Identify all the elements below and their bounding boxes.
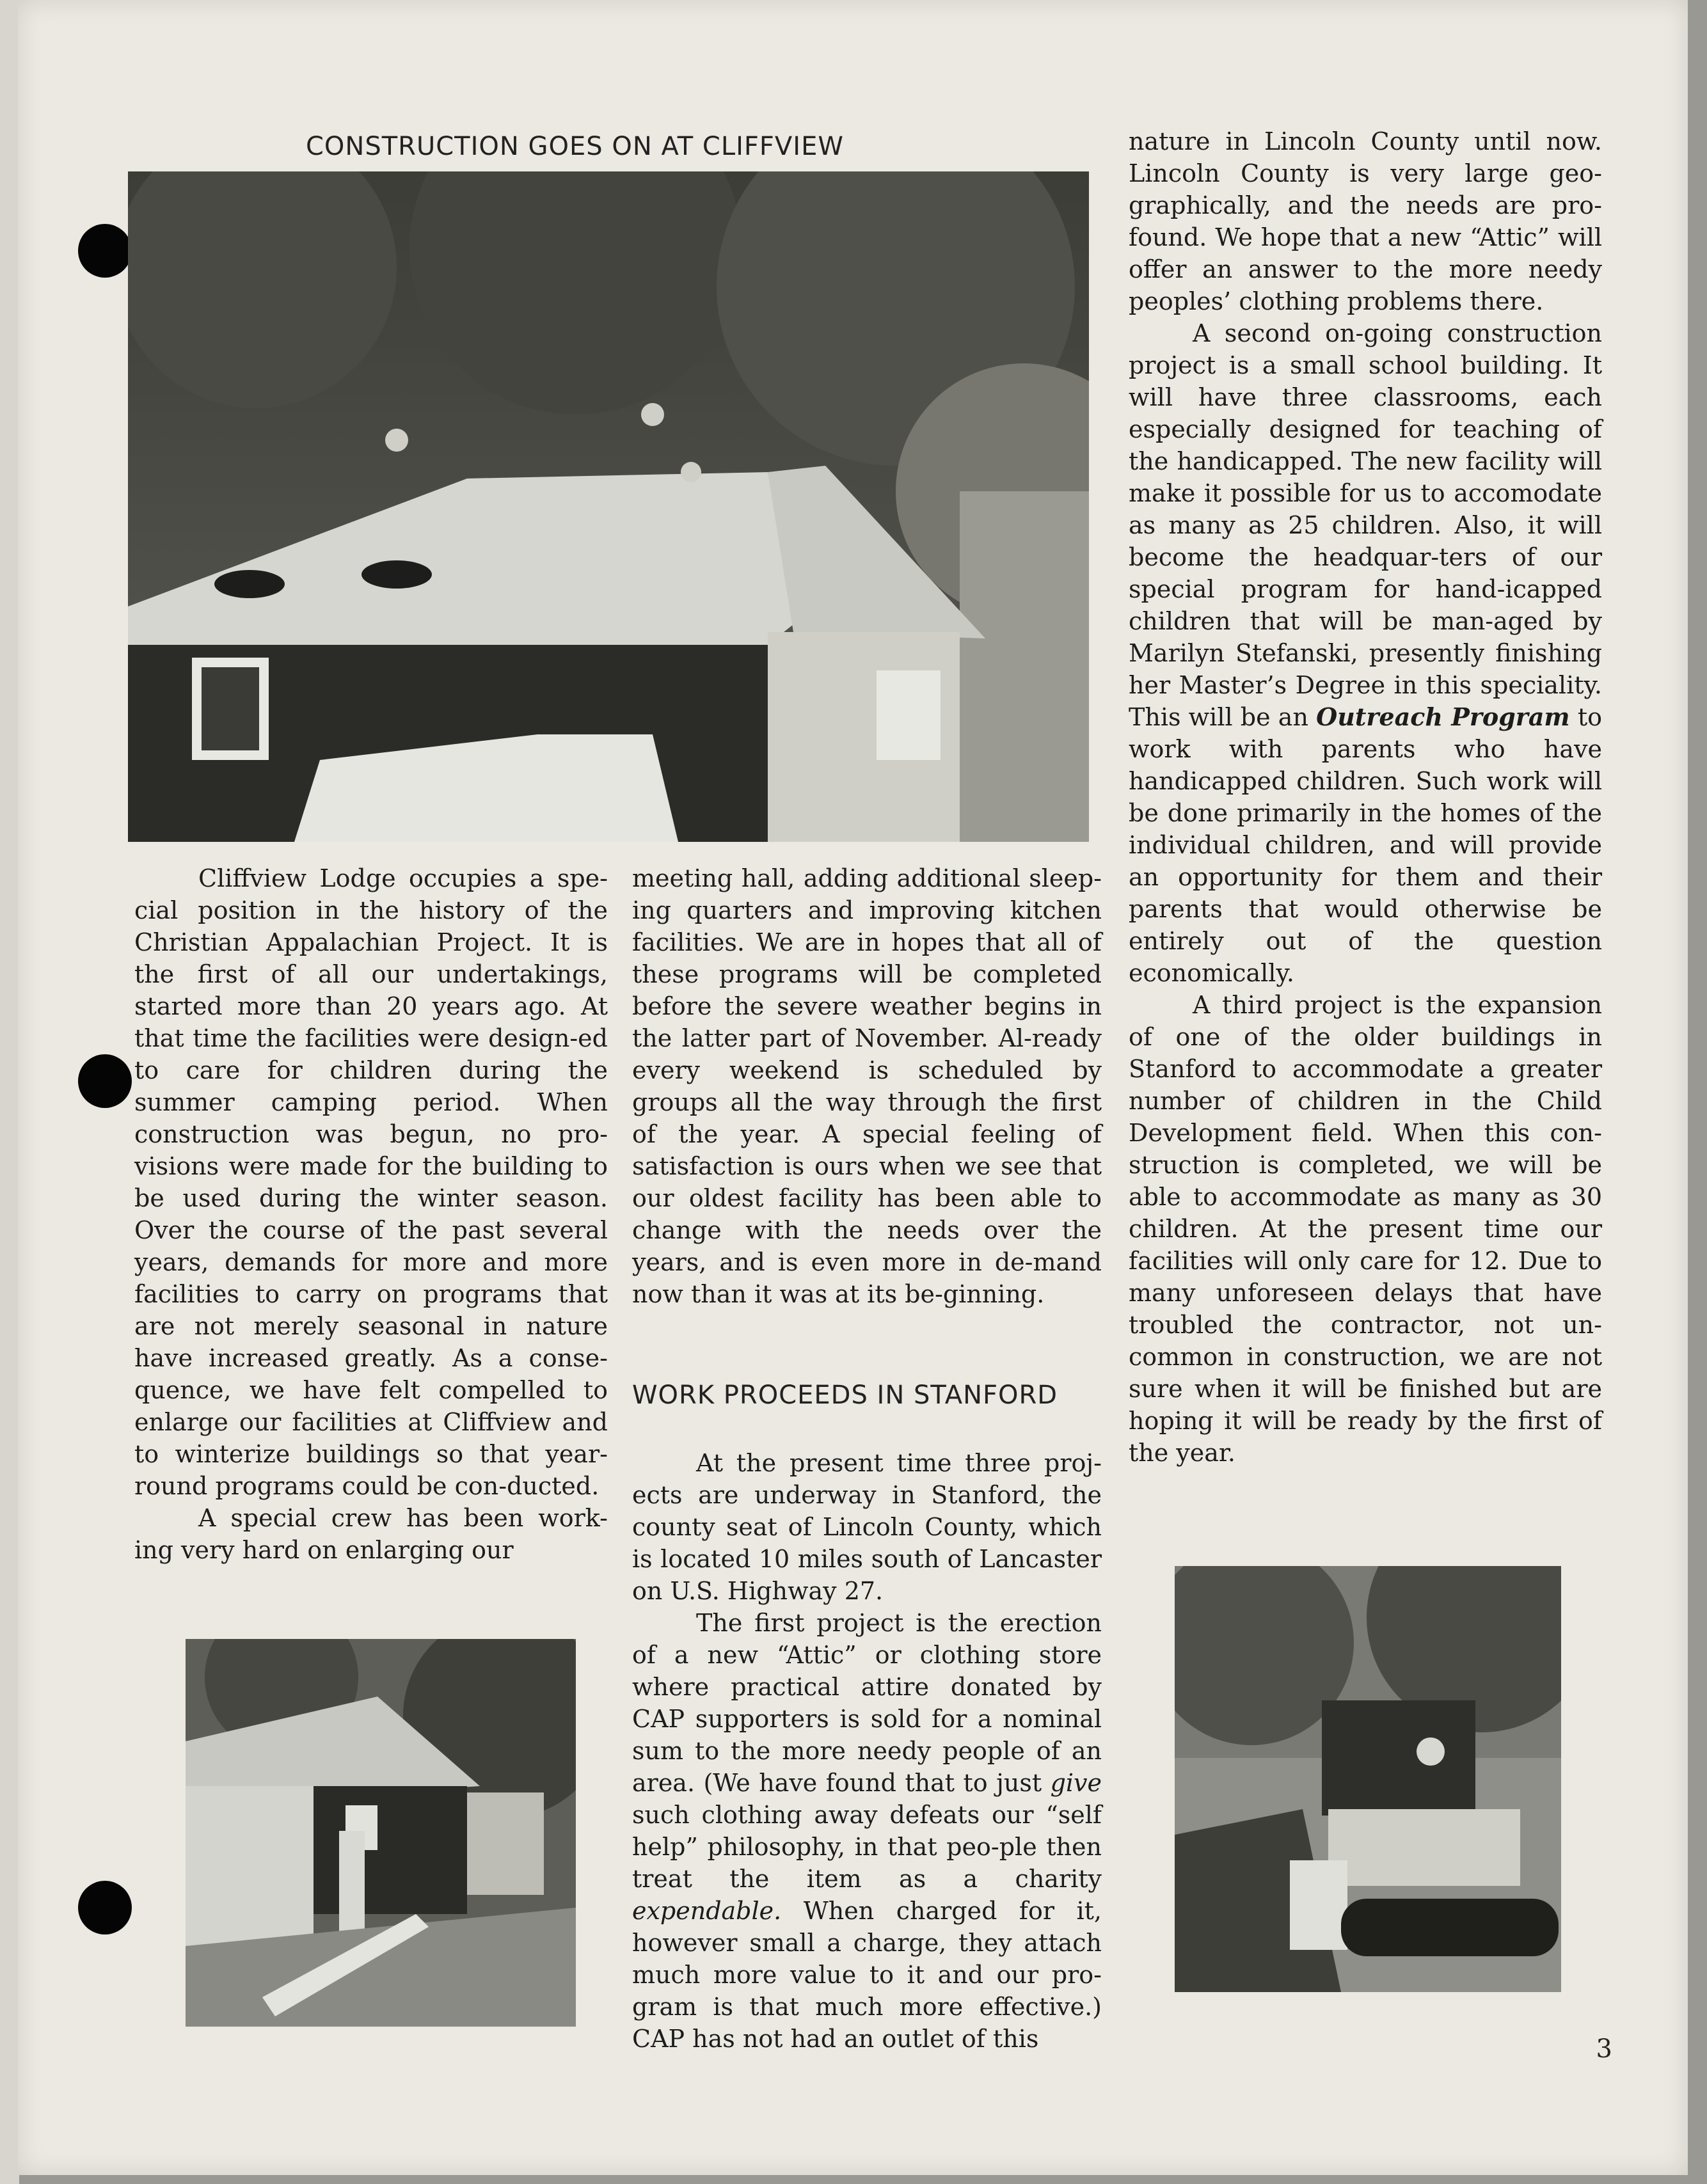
school-text-a: A second on-going construction project is a small school building. It will have three classrooms, each especially designed for teaching of the handicapped. The new facility will make it possible for us to accomodate as many as 25 children. Also, it will become the headquar-ters of our special program for hand-icapped children that will be man-aged by Marilyn Stefanski, presently finishing her Master’s Degree in this speciality. This will be an xyxy=(1129,319,1602,731)
stanford-article-column-3 xyxy=(1129,125,1602,1469)
give-emphasis: give xyxy=(1050,1769,1102,1797)
punch-hole-middle xyxy=(78,1054,132,1108)
stanford-paragraph-1: At the present time three proj-ects are underway in Stanford, the county seat of Lincoln County, which is located 10 miles south of Lancaster on U.S. Highway 27. xyxy=(632,1449,1102,1605)
stanford-paragraph-4 xyxy=(1129,317,1602,989)
cliffview-article-column-2 xyxy=(632,862,1102,1310)
stanford-paragraph-3: nature in Lincoln County until now. Lincoln County is very large geo-graphically, and the needs are pro-found. We hope that a new “Attic” will offer an answer to the more needy peoples’ clothing problems there. xyxy=(1129,127,1602,315)
attic-text-a: The first project is the erection of a new “Attic” or clothing store where practical attire donated by CAP supporters is sold for a nominal sum to the more needy people of an area. (We have found that to just xyxy=(632,1609,1102,1797)
school-text-b: to work with parents who have handicapped children. Such work will be done primarily in the homes of the individual children, and will provide an opportunity for them and their parents that would otherwise be entirely out of the question economically. xyxy=(1129,703,1602,987)
cliffview-paragraph-1: Cliffview Lodge occupies a spe-cial position in the history of the Christian Appalachian Project. It is the first of all our undertakings, started more than 20 years ago. At that time the facilities were design-ed to care for children during the summer camping period. When construction was begun, no pro-visions were made for the building to be used during the winter season. Over the course of the past several years, demands for more and more facilities to carry on programs that are not merely seasonal in nature have increased greatly. As a conse-quence, we have felt compelled to enlarge our facilities at Cliffview and to winterize buildings so that year-round programs could be con-ducted. xyxy=(134,864,608,1500)
stanford-article-column-2 xyxy=(632,1447,1102,2055)
cliffview-paragraph-2: A special crew has been work-ing very hard on enlarging our xyxy=(134,1504,608,1564)
roof-construction-photo xyxy=(128,171,1089,842)
page-number: 3 xyxy=(1596,2034,1612,2064)
punch-hole-bottom xyxy=(78,1881,132,1935)
expendable-emphasis: expendable. xyxy=(632,1897,782,1925)
attic-text-b: such clothing away defeats our “self help” philosophy, in that peo-ple then treat the item as a charity xyxy=(632,1801,1102,1893)
outreach-program-emphasis: Outreach Program xyxy=(1316,702,1570,731)
cliffview-article-column-1 xyxy=(134,862,608,1566)
stanford-heading: WORK PROCEEDS IN STANFORD xyxy=(632,1381,1058,1410)
cliffview-paragraph-3: meeting hall, adding additional sleep-ing quarters and improving kitchen facilities. We are in hopes that all of these programs will be completed before the severe weather begins in the latter part of November. Al-ready every weekend is scheduled by groups all the way through the first of the year. A special feeling of satisfaction is ours when we see that our oldest facility has been able to change with the needs over the years, and is even more in de-mand now than it was at its be-ginning. xyxy=(632,864,1102,1308)
newsletter-page xyxy=(18,0,1688,2175)
stanford-paragraph-2 xyxy=(632,1607,1102,2055)
building-enlargement-photo xyxy=(186,1639,576,2027)
page-binding-edge xyxy=(0,0,19,2184)
punch-hole-top xyxy=(78,224,132,278)
stanford-paragraph-5: A third project is the expansion of one of the older buildings in Stanford to accommodate a greater number of children in the Child Development field. When this con-struction is completed, we will be able to accommodate as many as 30 children. At the present time our facilities will only care for 12. Due to many unforeseen delays that have troubled the contractor, not un-common in construction, we are not sure when it will be finished but are hoping it will be ready by the first of the year. xyxy=(1129,991,1602,1467)
attic-text-c: When charged for it, however small a charge, they attach much more value to it and our pro-gram is that much more effective.) CAP has not had an outlet of this xyxy=(632,1897,1102,2053)
bulldozer-photo xyxy=(1175,1566,1561,1992)
cliffview-heading: CONSTRUCTION GOES ON AT CLIFFVIEW xyxy=(306,132,844,161)
